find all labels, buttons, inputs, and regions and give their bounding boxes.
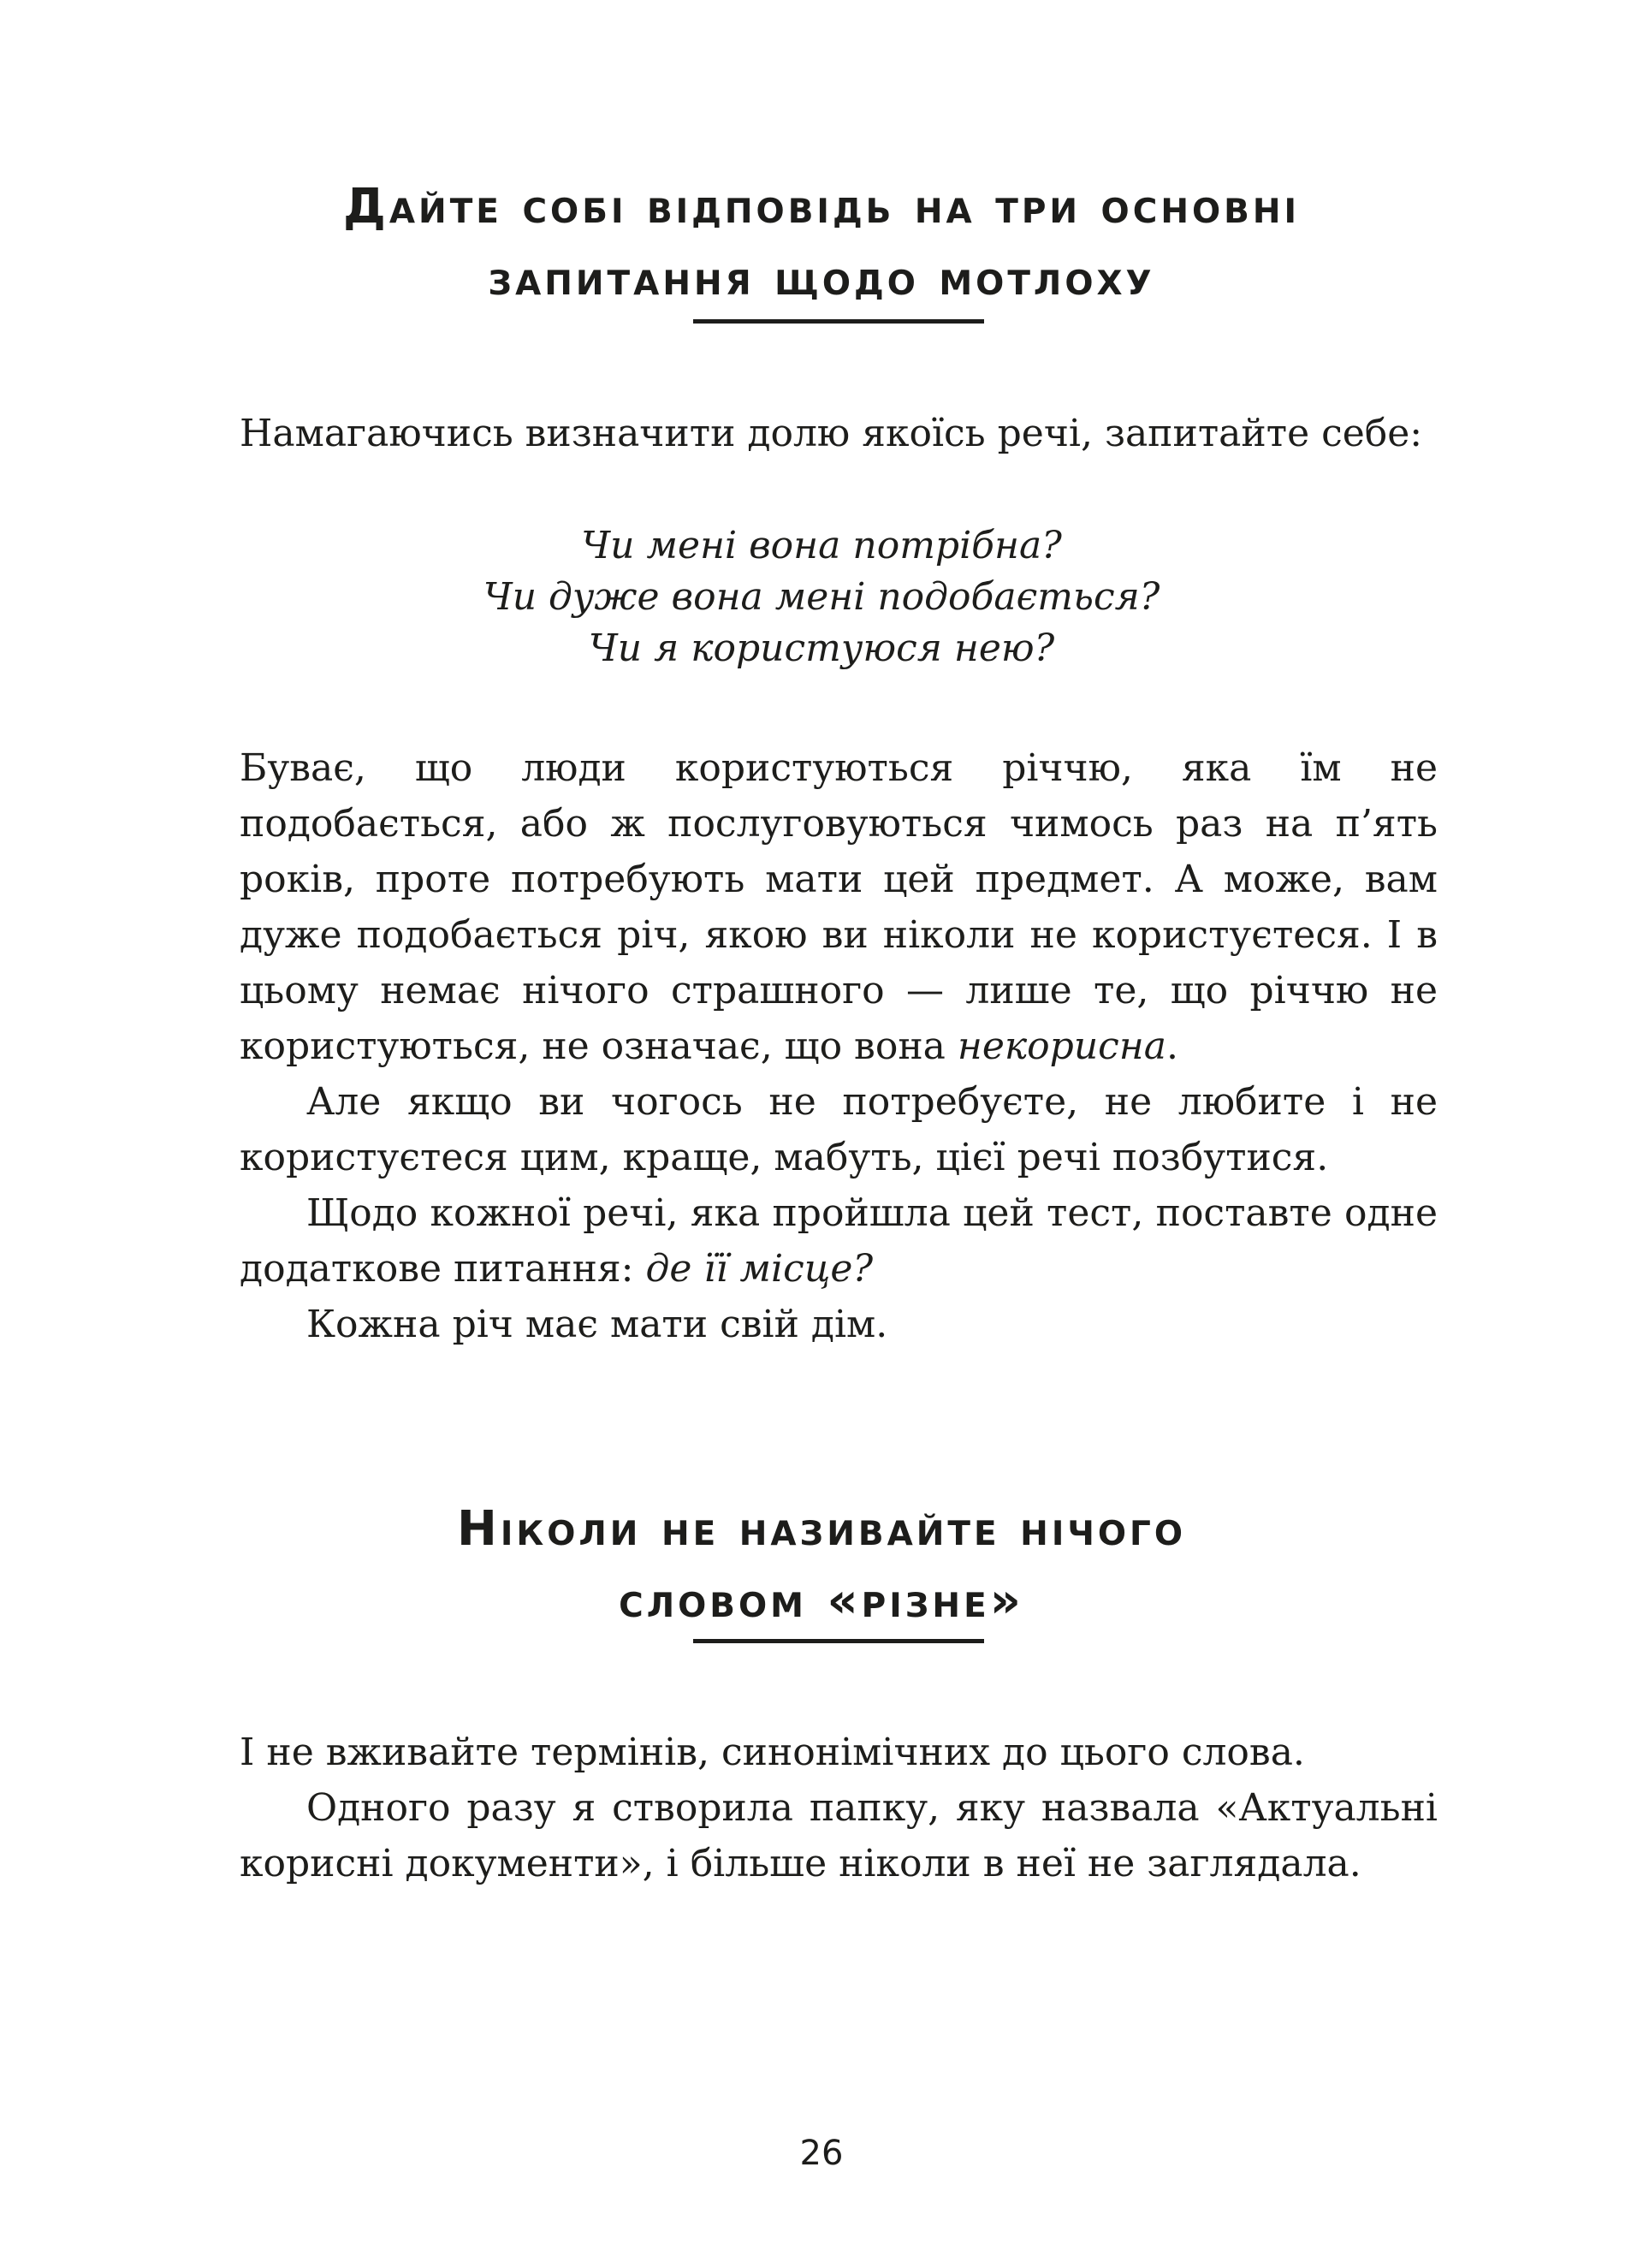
section2-heading-line-2: словом «різне» — [619, 1573, 1024, 1629]
section1-heading-rule — [693, 319, 984, 324]
section1-heading — [0, 171, 1643, 315]
question-2: Чи дуже вона мені подобається? — [483, 575, 1160, 619]
section1-intro: Намагаючись визначити долю якоїсь речі, запитайте себе: — [240, 412, 1423, 455]
section1-paragraph-1-emphasis: некорисна — [957, 1024, 1167, 1068]
section1-heading-line-1: Дайте собі відповідь на три основні — [343, 179, 1300, 235]
section1-paragraph-1-text: Буває, що люди користуються річчю, яка їм не подобається, або ж послуговуються чимось раз на п’ять років, проте потребують мати цей предмет. А може, вам дуже подобається річ, якою ви ніколи не користуєтеся. І в цьому немає нічого страшного — лише те, що річчю не користуються, не означає, що вона — [240, 746, 1438, 1068]
section1-heading-line-2: запитання щодо мотлоху — [488, 251, 1155, 306]
question-3: Чи я користуюся нею? — [588, 626, 1055, 670]
section1-paragraph-4: Кожна річ має мати свій дім. — [306, 1303, 888, 1346]
section2-heading-rule — [693, 1639, 984, 1643]
section1-paragraph-2: Але якщо ви чогось не потребуєте, не любите і не користуєтеся цим, краще, мабуть, цієї речі позбутися. — [240, 1080, 1438, 1179]
question-1: Чи мені вона потрібна? — [581, 524, 1062, 567]
section1-paragraph-3-emphasis: де її місце? — [645, 1247, 874, 1291]
section1-paragraph-1 — [240, 740, 1438, 1074]
section1-body — [240, 740, 1438, 1352]
section1-paragraph-3-text: Щодо кожної речі, яка пройшла цей тест, поставте одне додаткове питання: — [240, 1191, 1438, 1291]
section1-paragraph-1-end: . — [1166, 1024, 1179, 1068]
page-number: 26 — [799, 2134, 844, 2173]
section2-heading — [0, 1493, 1643, 1637]
section2-paragraph-1: І не вживайте термінів, синонімічних до цього слова. — [240, 1731, 1305, 1774]
section1-intro-block — [240, 406, 1438, 461]
section2-body — [240, 1725, 1438, 1891]
section1-paragraph-3 — [240, 1185, 1438, 1297]
section2-paragraph-2: Одного разу я створила папку, яку назвала «Актуальні корисні документи», і більше ніколи в неї не заглядала. — [240, 1786, 1438, 1885]
section1-questions — [0, 520, 1643, 674]
section2-heading-line-1: Ніколи не називайте нічого — [457, 1501, 1186, 1557]
